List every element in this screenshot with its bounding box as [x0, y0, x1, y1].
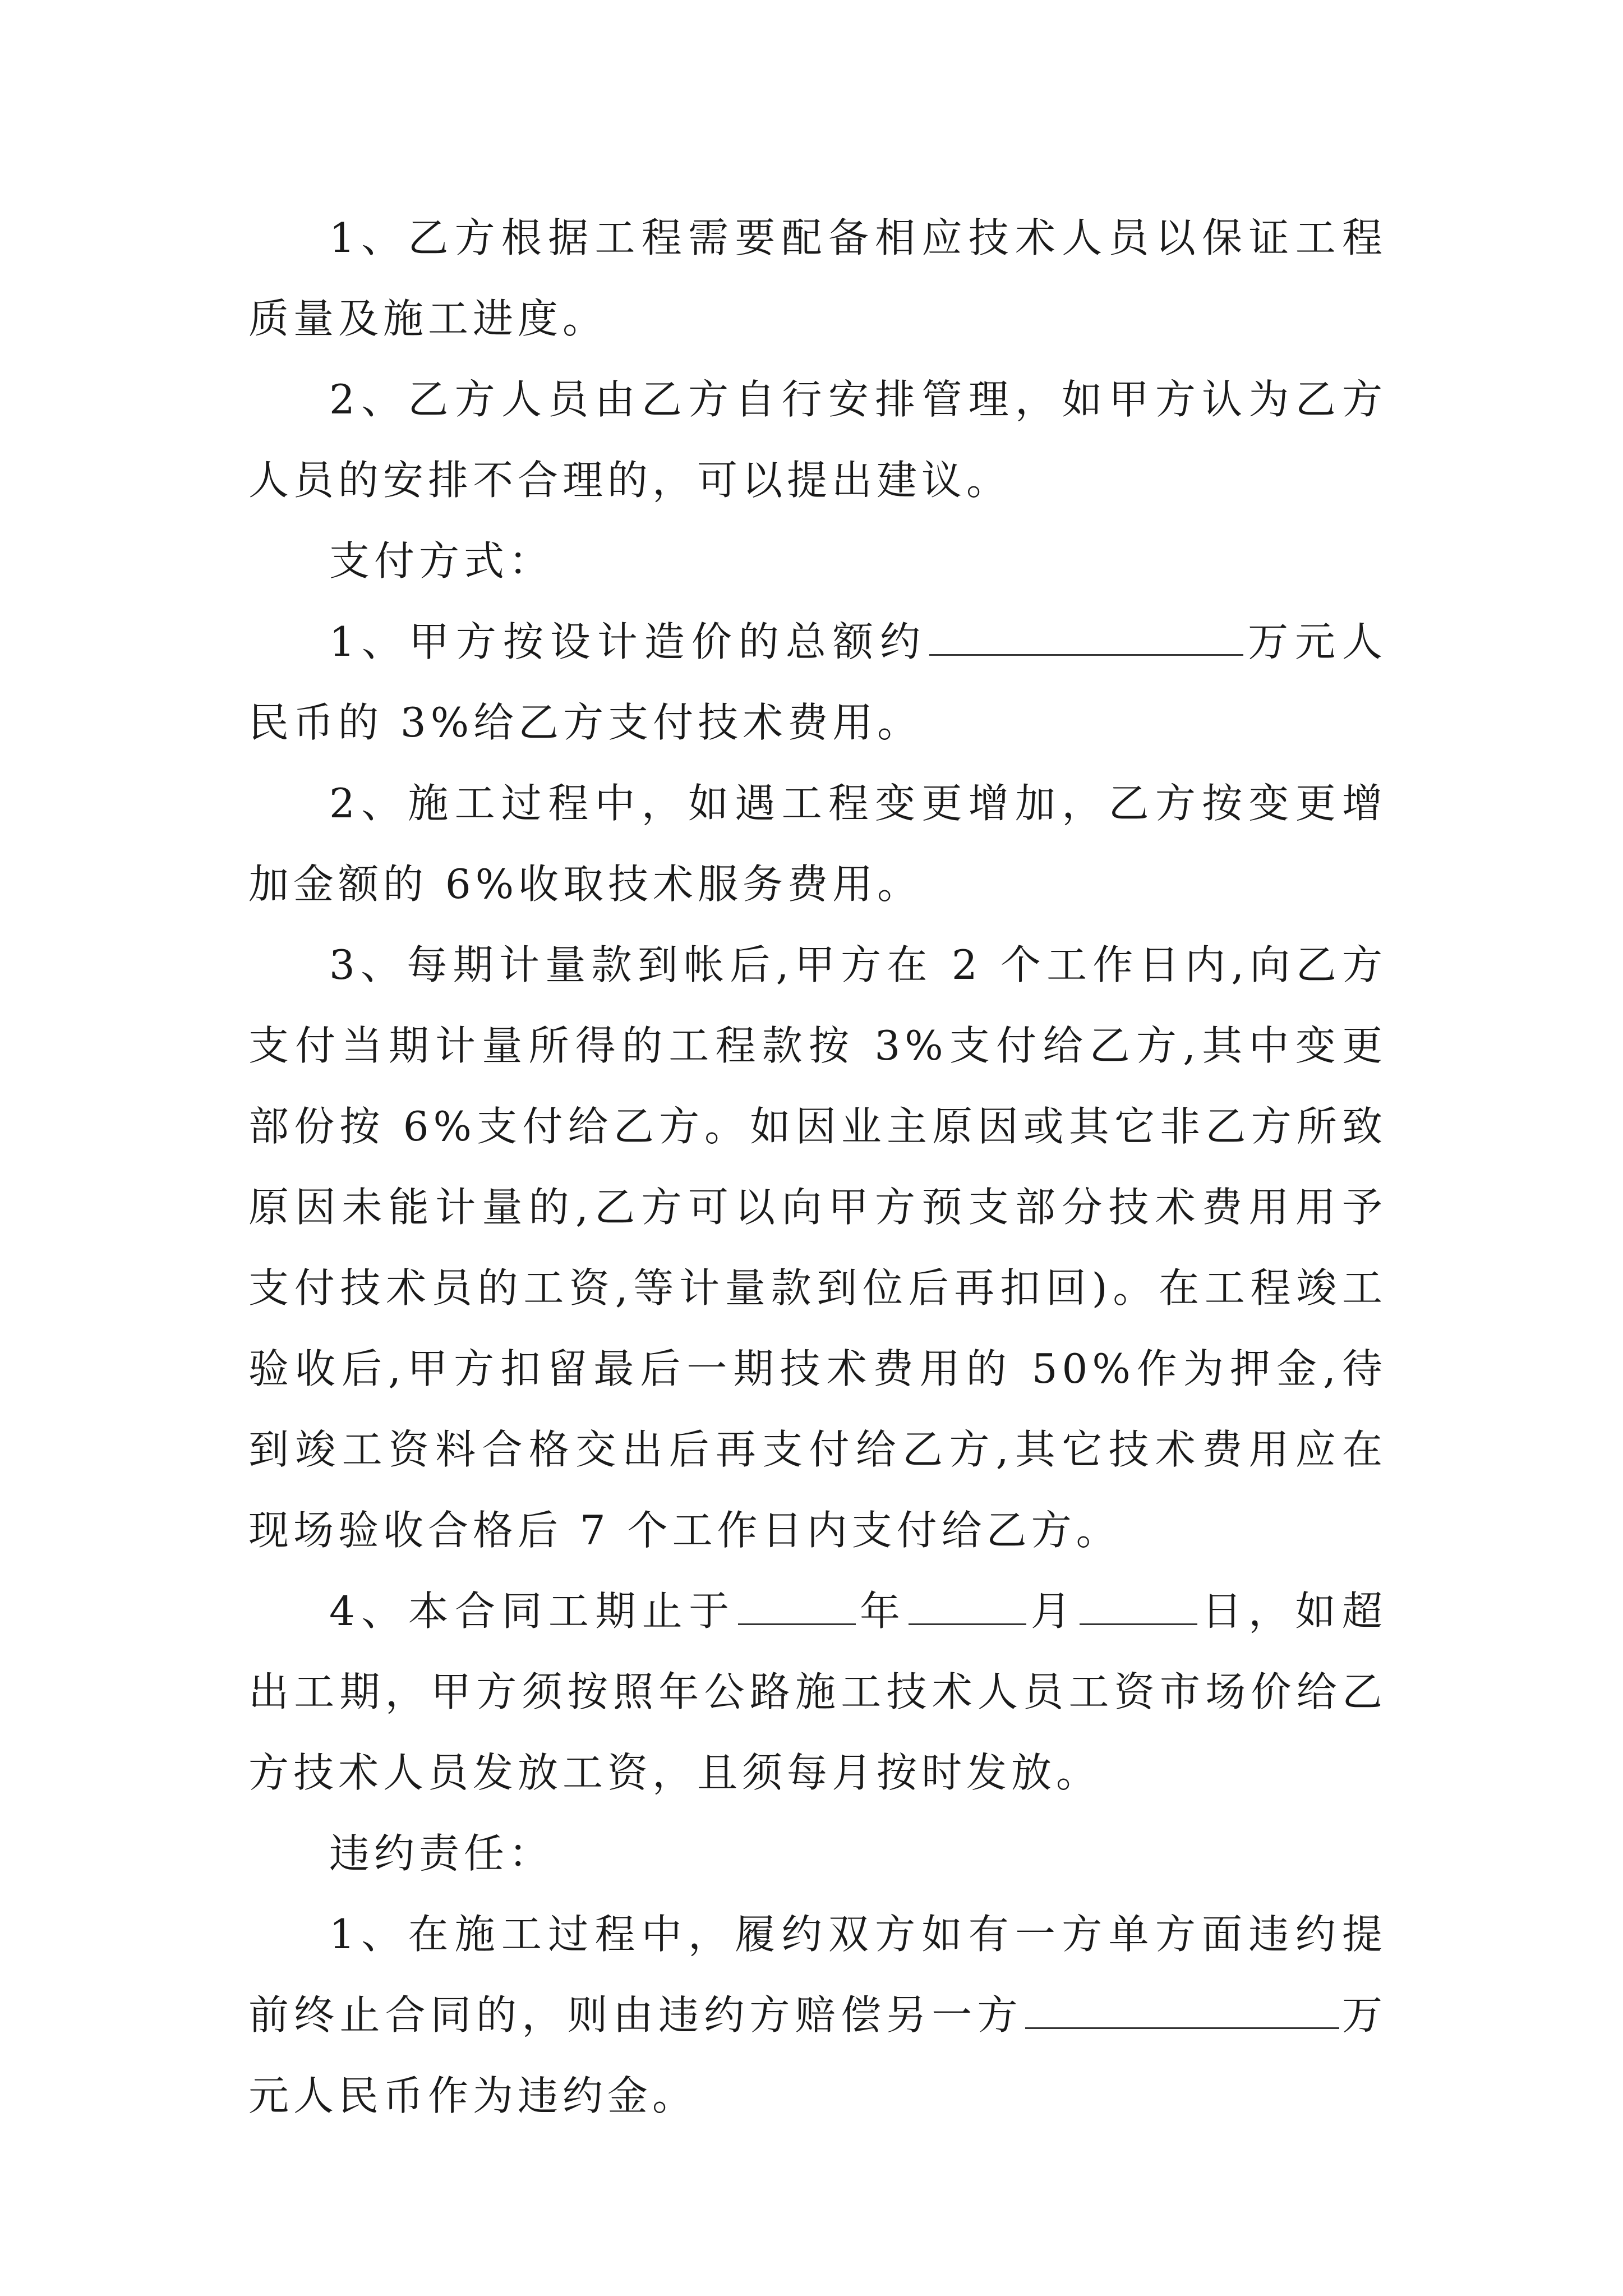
section-heading-liability [248, 1813, 1387, 1894]
clause-technical-fee [248, 601, 1387, 763]
clause-payment-schedule [248, 924, 1387, 1571]
month-blank [909, 1587, 1026, 1625]
clause-change-fee [248, 763, 1387, 924]
clause-contract-period-text-after: 日，如超出工期，甲方须按照年公路施工技术人员工资市场价给乙方技术人员发放工资，且须每月按时发放。 [248, 1588, 1387, 1796]
clause-breach-penalty-text-after: 万元人民币作为违约金。 [248, 1991, 1387, 2119]
clause-breach-penalty-text-before: 1、在施工过程中，履约双方如有一方单方面违约提前终止合同的，则由违约方赔偿另一方 [248, 1911, 1387, 2039]
clause-technical-fee-text-after: 万元人民币的 3%给乙方支付技术费用。 [248, 618, 1387, 746]
year-blank [738, 1587, 856, 1625]
year-label: 年 [857, 1588, 907, 1635]
day-blank [1080, 1587, 1197, 1625]
contract-body [248, 197, 1387, 2136]
month-label: 月 [1029, 1588, 1078, 1635]
clause-staffing [248, 197, 1387, 359]
section-heading-payment [248, 521, 1387, 601]
section-heading-payment-text: 支付方式： [329, 537, 554, 585]
clause-contract-period [248, 1571, 1387, 1813]
amount-blank [929, 618, 1243, 656]
clause-technical-fee-text-before: 1、甲方按设计造价的总额约 [329, 618, 927, 665]
section-heading-liability-text: 违约责任： [329, 1830, 554, 1877]
clause-staffing-text: 1、乙方根据工程需要配备相应技术人员以保证工程质量及施工进度。 [248, 214, 1387, 342]
clause-change-fee-text: 2、施工过程中，如遇工程变更增加，乙方按变更增加金额的 6%收取技术服务费用。 [248, 780, 1387, 908]
clause-staff-management-text: 2、乙方人员由乙方自行安排管理，如甲方认为乙方人员的安排不合理的，可以提出建议。 [248, 376, 1387, 504]
clause-payment-schedule-text: 3、每期计量款到帐后,甲方在 2 个工作日内,向乙方支付当期计量所得的工程款按 3%支付给乙方,其中变更部份按 6%支付给乙方。如因业主原因或其它非乙方所致原因未能计量的,乙方可以向甲方预支部分技术费用用予支付技术员的工资,等计量款到位后再扣回)。在工程竣工验收后,甲方扣留最后一期技术费用的 50%作为押金,待到竣工资料合格交出后再支付给乙方,其它技术费用应在现场验收合格后 7 个工作日内支付给乙方。 [248, 941, 1387, 1554]
clause-contract-period-text-before: 4、本合同工期止于 [329, 1588, 736, 1635]
penalty-amount-blank [1025, 1991, 1339, 2029]
clause-breach-penalty [248, 1894, 1387, 2136]
clause-staff-management [248, 359, 1387, 521]
